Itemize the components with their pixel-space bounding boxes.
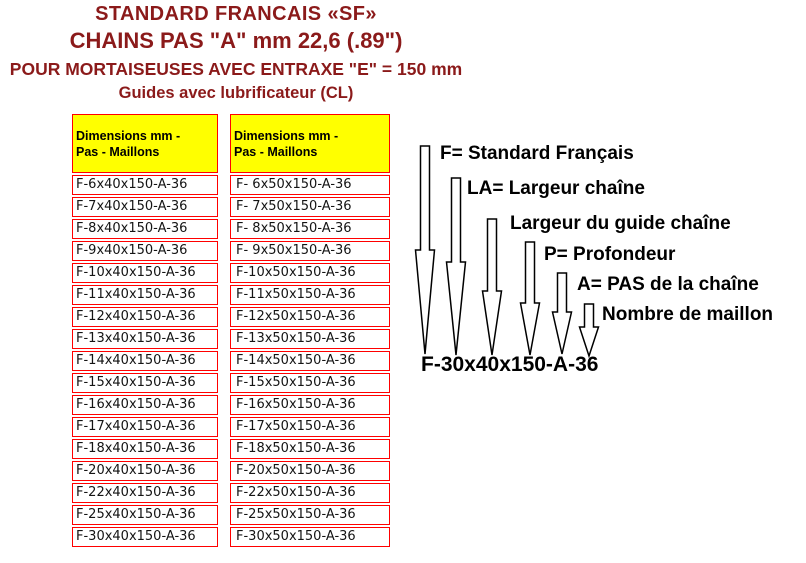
table-row: [72, 395, 218, 415]
table-row: [230, 461, 390, 481]
table-cell: F-20x50x150-A-36: [230, 461, 390, 481]
legend-label-pas-chaine: A= PAS de la chaîne: [577, 274, 759, 295]
legend-label-nombre-maillon: Nombre de maillon: [602, 304, 774, 325]
table-row: [230, 483, 390, 503]
table-cell: F-14x40x150-A-36: [72, 351, 218, 371]
down-arrow-icon: [518, 241, 542, 362]
legend-label-largeur-guide: Largeur du guide chaîne: [510, 213, 731, 234]
table-row: [230, 373, 390, 393]
table-cell: F-10x40x150-A-36: [72, 263, 218, 283]
title-guides-lubrificateur: Guides avec lubrificateur (CL): [118, 84, 354, 102]
table-row: [72, 241, 218, 261]
table-header-row: [72, 114, 218, 173]
table-row: [230, 351, 390, 371]
table-cell: F-12x40x150-A-36: [72, 307, 218, 327]
table-cell: F-22x50x150-A-36: [230, 483, 390, 503]
table-row: [230, 505, 390, 525]
table-cell: F-14x50x150-A-36: [230, 351, 390, 371]
title-pour-mortaiseuses: POUR MORTAISEUSES AVEC ENTRAXE "E" = 150 mm: [9, 59, 463, 79]
table-row: [72, 307, 218, 327]
table-cell: F-25x50x150-A-36: [230, 505, 390, 525]
table-cell: F-6x40x150-A-36: [72, 175, 218, 195]
table-row: [230, 439, 390, 459]
example-code: F-30x40x150-A-36: [421, 353, 599, 376]
table-row: [72, 417, 218, 437]
table-cell: F- 8x50x150-A-36: [230, 219, 390, 239]
table-row: [230, 417, 390, 437]
title-chains-pas: CHAINS PAS "A" mm 22,6 (.89"): [69, 28, 403, 53]
table-row: [72, 483, 218, 503]
table-row: [72, 505, 218, 525]
table-cell: F-16x40x150-A-36: [72, 395, 218, 415]
table-cell: F-13x40x150-A-36: [72, 329, 218, 349]
table-row: [72, 527, 218, 547]
table-cell: F-25x40x150-A-36: [72, 505, 218, 525]
table-cell: F-13x50x150-A-36: [230, 329, 390, 349]
table-row: [230, 175, 390, 195]
table-cell: F-30x50x150-A-36: [230, 527, 390, 547]
down-arrow-icon: [413, 145, 437, 361]
table-row: [72, 285, 218, 305]
table-row: [72, 197, 218, 217]
title-standard-francais: STANDARD FRANCAIS «SF»: [95, 3, 377, 25]
table-cell: F-11x50x150-A-36: [230, 285, 390, 305]
table-row: [72, 351, 218, 371]
table-cell: F-8x40x150-A-36: [72, 219, 218, 239]
down-arrow-icon: [444, 177, 468, 362]
column-header-line1: Dimensions mm -: [234, 129, 339, 143]
table-cell: F-30x40x150-A-36: [72, 527, 218, 547]
table-row: [72, 461, 218, 481]
table-cell: F-17x40x150-A-36: [72, 417, 218, 437]
table-cell: F-18x40x150-A-36: [72, 439, 218, 459]
down-arrow-icon: [480, 218, 504, 362]
table-row: [72, 439, 218, 459]
table-cell: F-10x50x150-A-36: [230, 263, 390, 283]
table-row: [230, 219, 390, 239]
dimensions-table-40mm: [72, 112, 218, 549]
table-cell: F-7x40x150-A-36: [72, 197, 218, 217]
legend-label-largeur-chaine: LA= Largeur chaîne: [467, 178, 645, 199]
table-cell: F-9x40x150-A-36: [72, 241, 218, 261]
table-row: [230, 307, 390, 327]
column-header: [230, 114, 390, 173]
table-row: [230, 241, 390, 261]
table-cell: F-15x40x150-A-36: [72, 373, 218, 393]
down-arrow-icon: [550, 272, 574, 361]
table-row: [230, 285, 390, 305]
table-row: [72, 263, 218, 283]
column-header-line2: Pas - Maillons: [76, 145, 160, 159]
dimensions-table-50mm: [230, 112, 390, 549]
table-cell: F-12x50x150-A-36: [230, 307, 390, 327]
table-row: [230, 263, 390, 283]
table-cell: F- 7x50x150-A-36: [230, 197, 390, 217]
table-row: [72, 329, 218, 349]
table-cell: F-11x40x150-A-36: [72, 285, 218, 305]
table-cell: F-20x40x150-A-36: [72, 461, 218, 481]
table-row: [230, 197, 390, 217]
table-cell: F-15x50x150-A-36: [230, 373, 390, 393]
table-cell: F-17x50x150-A-36: [230, 417, 390, 437]
column-header-line1: Dimensions mm -: [76, 129, 181, 143]
table-row: [72, 219, 218, 239]
table-row: [230, 329, 390, 349]
table-cell: F-16x50x150-A-36: [230, 395, 390, 415]
table-cell: F-18x50x150-A-36: [230, 439, 390, 459]
table-cell: F- 6x50x150-A-36: [230, 175, 390, 195]
legend-label-profondeur: P= Profondeur: [544, 244, 676, 265]
table-row: [72, 373, 218, 393]
table-cell: F-22x40x150-A-36: [72, 483, 218, 503]
column-header-line2: Pas - Maillons: [234, 145, 318, 159]
table-header-row: [230, 114, 390, 173]
table-cell: F- 9x50x150-A-36: [230, 241, 390, 261]
dimensions-tables: [72, 112, 390, 549]
legend-label-standard-francais: F= Standard Français: [440, 143, 634, 164]
table-row: [230, 395, 390, 415]
table-row: [72, 175, 218, 195]
table-row: [230, 527, 390, 547]
column-header: [72, 114, 218, 173]
